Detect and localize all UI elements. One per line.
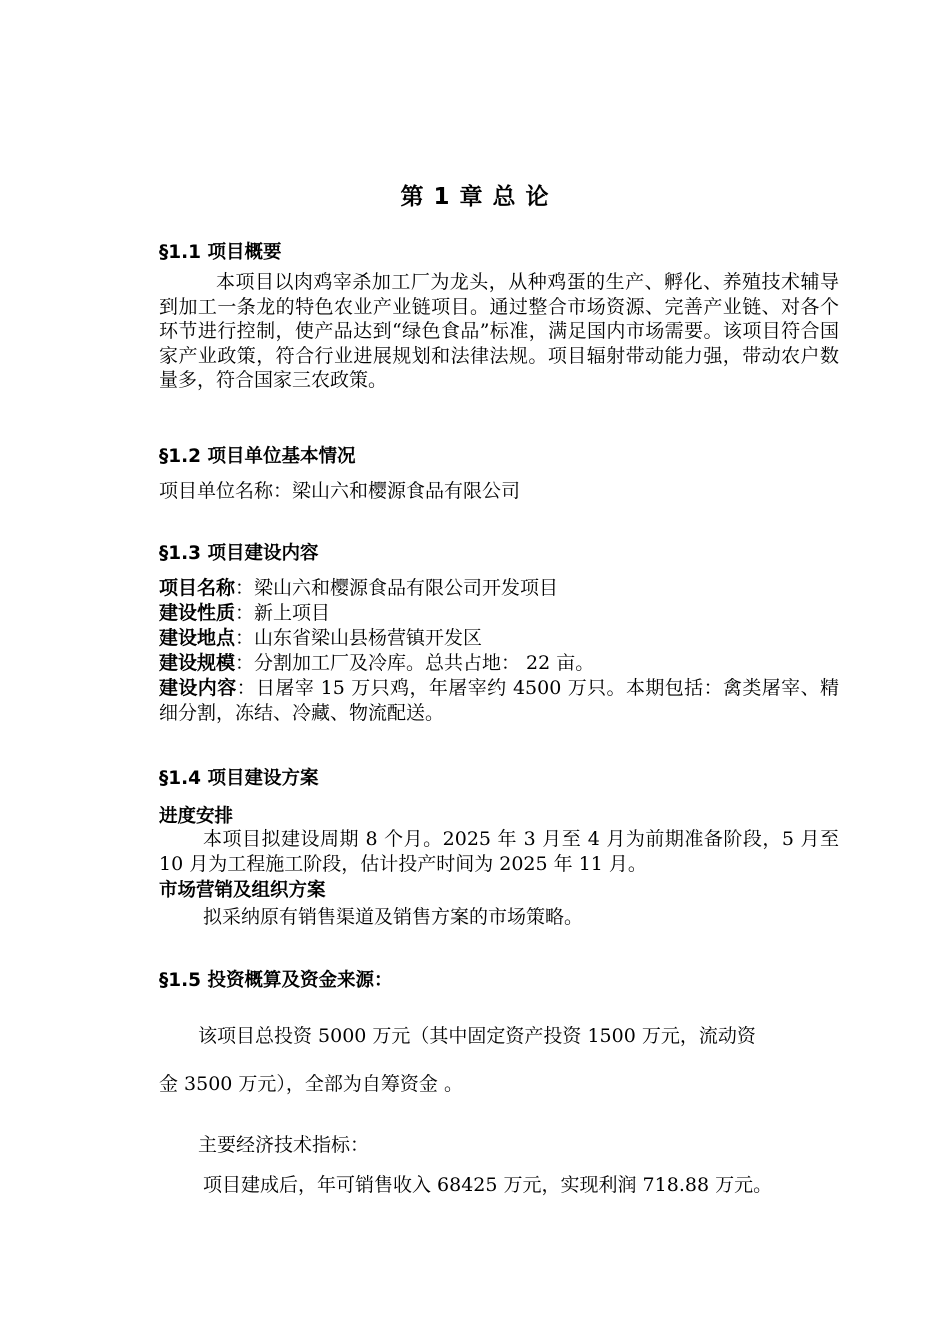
investment-line-1: 该项目总投资 5000 万元（其中固定资产投资 1500 万元，流动资 [198, 1025, 756, 1047]
investment-line-2: 金 3500 万元），全部为自筹资金 。 [159, 1073, 463, 1095]
field-construction-scale [159, 651, 839, 676]
section-heading-1-4: §1.4 项目建设方案 [159, 768, 319, 789]
field-construction-location [159, 626, 839, 651]
field-value-construction-location: ：山东省梁山县杨营镇开发区 [235, 627, 483, 649]
schedule-heading: 进度安排 [159, 806, 234, 827]
field-value-construction-content: ：日屠宰 15 万只鸡，年屠宰约 4500 万只。本期包括：禽类屠宰、精细分割，冻结、冷藏、物流配送。 [159, 677, 839, 724]
section-heading-1-3: §1.3 项目建设内容 [159, 543, 319, 564]
field-label-project-name: 项目名称 [159, 577, 236, 599]
marketing-heading: 市场营销及组织方案 [159, 880, 326, 901]
section-1-1-body: 本项目以肉鸡宰杀加工厂为龙头，从种鸡蛋的生产、孵化、养殖技术辅导到加工一条龙的特色农业产业链项目。通过整合市场资源、完善产业链、对各个环节进行控制，使产品达到“绿色食品”标准，满足国内市场需要。该项目符合国家产业政策，符合行业进展规划和法律法规。项目辐射带动能力强，带动农户数量多，符合国家三农政策。 [159, 271, 839, 391]
field-label-construction-location: 建设地点 [159, 627, 236, 649]
field-label-construction-nature: 建设性质 [159, 602, 236, 624]
indicators-heading: 主要经济技术指标： [198, 1134, 370, 1156]
field-project-name [159, 576, 839, 601]
field-label-construction-content: 建设内容 [159, 677, 237, 699]
indicators-body: 项目建成后，年可销售收入 68425 万元，实现利润 718.88 万元。 [203, 1174, 773, 1196]
section-heading-1-1: §1.1 项目概要 [159, 242, 282, 263]
section-heading-1-2: §1.2 项目单位基本情况 [159, 446, 356, 467]
field-value-construction-scale: ：分割加工厂及冷库。总共占地： 22 亩。 [235, 652, 595, 674]
chapter-title: 第 1 章 总 论 [400, 184, 550, 210]
field-value-construction-nature: ：新上项目 [235, 602, 331, 624]
marketing-body: 拟采纳原有销售渠道及销售方案的市场策略。 [203, 906, 584, 928]
field-construction-content [159, 676, 839, 725]
field-label-construction-scale: 建设规模 [159, 652, 236, 674]
field-construction-nature [159, 601, 839, 626]
schedule-body: 本项目拟建设周期 8 个月。2025 年 3 月至 4 月为前期准备阶段，5 月至 10 月为工程施工阶段，估计投产时间为 2025 年 11 月。 [159, 828, 839, 875]
section-heading-1-5: §1.5 投资概算及资金来源： [159, 970, 393, 991]
project-unit-name: 项目单位名称：梁山六和樱源食品有限公司 [159, 480, 521, 502]
field-value-project-name: ：梁山六和樱源食品有限公司开发项目 [235, 577, 559, 599]
